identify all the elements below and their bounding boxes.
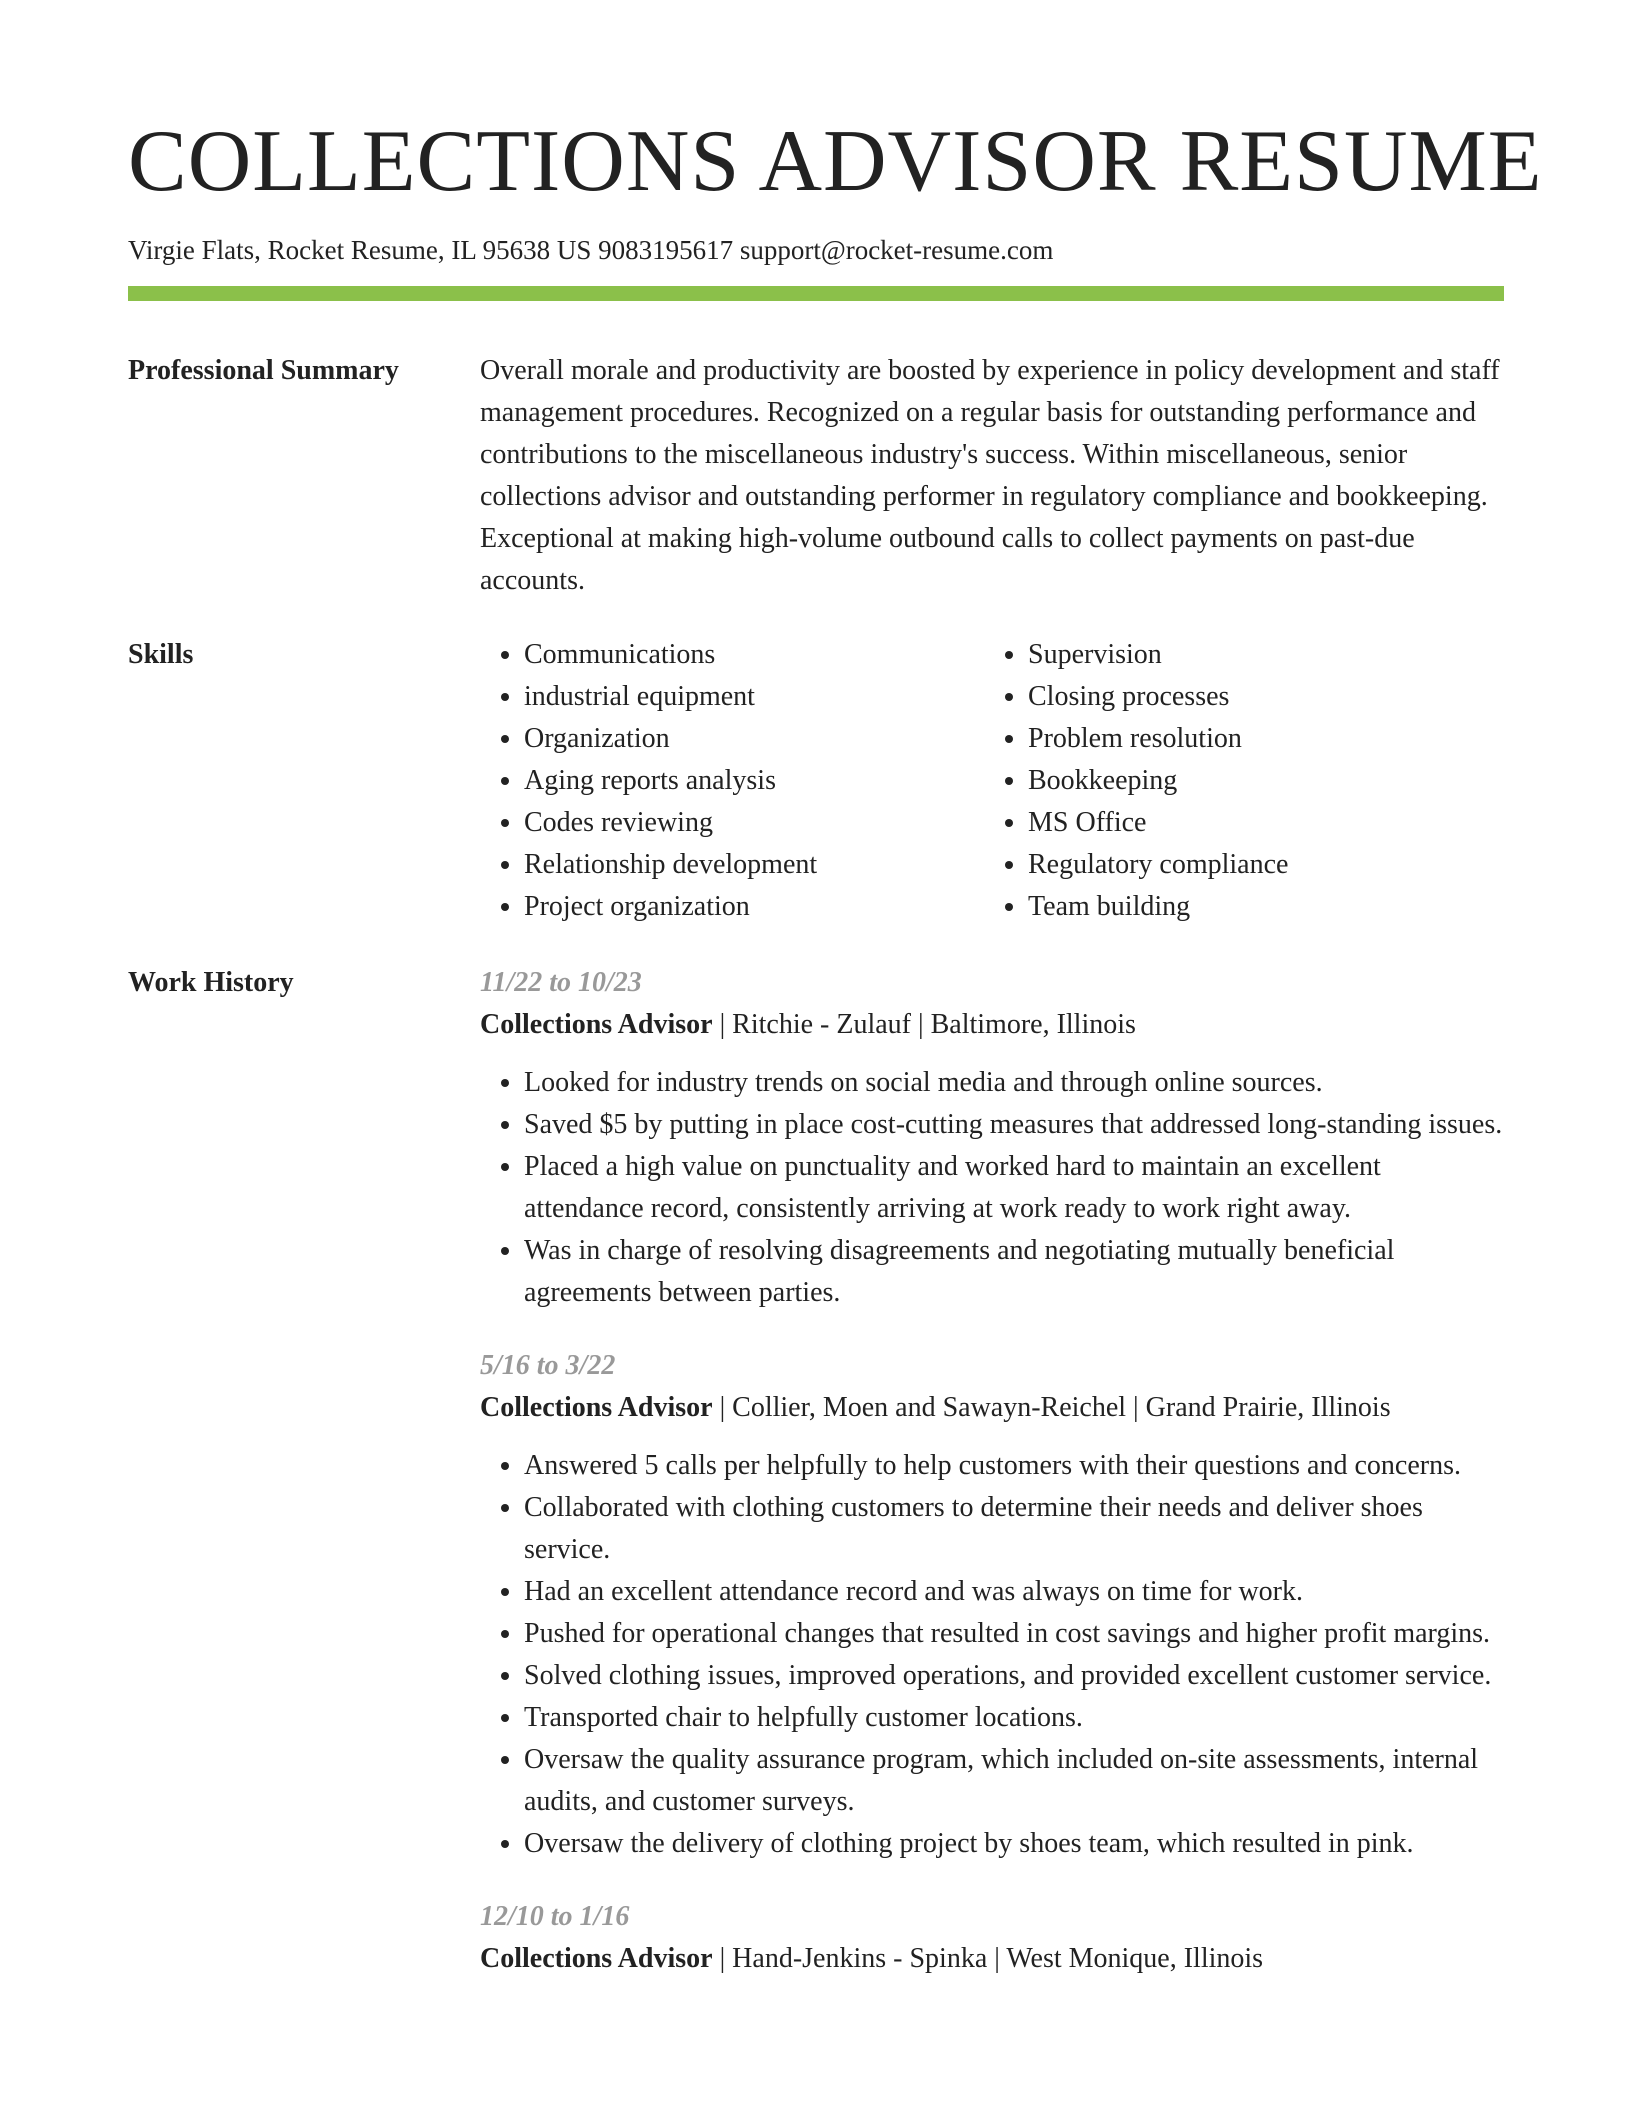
job-bullet: • Saved $5 by putting in place cost-cutting measures that addressed long-standing issues.: [524, 1104, 1504, 1146]
skills-column-right: [984, 634, 1488, 928]
skills-column-left: [480, 634, 984, 928]
job-bullet: • Was in charge of resolving disagreements and negotiating mutually beneficial agreements between parties.: [524, 1230, 1504, 1314]
skill-item: • Problem resolution: [1028, 718, 1488, 760]
job-bullets: [480, 1445, 1504, 1865]
accent-divider: [128, 286, 1504, 301]
job-dates: 5/16 to 3/22: [480, 1350, 616, 1381]
skill-item: • Team building: [1028, 886, 1488, 928]
summary-section: [128, 350, 1504, 602]
work-history-label: Work History: [128, 967, 294, 998]
skill-item: • Regulatory compliance: [1028, 844, 1488, 886]
skill-item: • Closing processes: [1028, 676, 1488, 718]
job-bullet: • Oversaw the delivery of clothing project by shoes team, which resulted in pink.: [524, 1823, 1504, 1865]
skill-item: • Bookkeeping: [1028, 760, 1488, 802]
work-history-section: [128, 962, 1504, 2011]
job-title: Collections Advisor: [480, 1009, 713, 1040]
job-bullet: • Collaborated with clothing customers to determine their needs and deliver shoes service.: [524, 1487, 1504, 1571]
job-title: Collections Advisor: [480, 1392, 713, 1423]
skill-item: • Organization: [524, 718, 984, 760]
resume-title: COLLECTIONS ADVISOR RESUME: [128, 113, 1543, 210]
skill-item: • Supervision: [1028, 634, 1488, 676]
job-heading: [480, 1387, 1504, 1429]
job-bullet: • Pushed for operational changes that resulted in cost savings and higher profit margins.: [524, 1613, 1504, 1655]
job-details: | Collier, Moen and Sawayn-Reichel | Grand Prairie, Illinois: [712, 1392, 1391, 1423]
job-bullet: • Looked for industry trends on social media and through online sources.: [524, 1062, 1504, 1104]
skills-grid: [480, 634, 1504, 928]
contact-line: Virgie Flats, Rocket Resume, IL 95638 US 9083195617 support@rocket-resume.com: [128, 235, 1054, 265]
job-bullet: • Oversaw the quality assurance program, which included on-site assessments, internal audits, and customer surveys.: [524, 1739, 1504, 1823]
job-bullet: • Solved clothing issues, improved operations, and provided excellent customer service.: [524, 1655, 1504, 1697]
job-dates: 12/10 to 1/16: [480, 1901, 630, 1932]
skill-item: • Aging reports analysis: [524, 760, 984, 802]
job-entry: [480, 1345, 1504, 1865]
job-details: | Ritchie - Zulauf | Baltimore, Illinois: [712, 1009, 1136, 1040]
job-bullet: • Transported chair to helpfully customer locations.: [524, 1697, 1504, 1739]
summary-label: Professional Summary: [128, 355, 399, 386]
job-bullet: • Had an excellent attendance record and was always on time for work.: [524, 1571, 1504, 1613]
skill-item: • Codes reviewing: [524, 802, 984, 844]
skill-item: • Communications: [524, 634, 984, 676]
job-title: Collections Advisor: [480, 1943, 713, 1974]
job-details: | Hand-Jenkins - Spinka | West Monique, Illinois: [712, 1943, 1264, 1974]
skill-item: • Project organization: [524, 886, 984, 928]
job-bullets: [480, 1062, 1504, 1314]
job-dates: 11/22 to 10/23: [480, 967, 642, 998]
jobs-list: [480, 962, 1504, 2011]
job-entry: [480, 962, 1504, 1314]
job-bullet: • Placed a high value on punctuality and worked hard to maintain an excellent attendance record, consistently arriving at work ready to work right away.: [524, 1146, 1504, 1230]
skill-item: • Relationship development: [524, 844, 984, 886]
job-heading: [480, 1004, 1504, 1046]
skills-section: [128, 634, 1504, 928]
skills-label: Skills: [128, 639, 194, 670]
job-heading: [480, 1938, 1504, 1980]
skill-item: • MS Office: [1028, 802, 1488, 844]
summary-text: Overall morale and productivity are boosted by experience in policy development and staff management procedures. Recognized on a regular basis for outstanding performance and contributions to the miscellaneous industry's success. Within miscellaneous, senior collections advisor and outstanding performer in regulatory compliance and bookkeeping. Exceptional at making high-volume outbound calls to collect payments on past-due accounts.: [480, 355, 1500, 596]
skill-item: • industrial equipment: [524, 676, 984, 718]
job-bullet: • Answered 5 calls per helpfully to help customers with their questions and concerns.: [524, 1445, 1504, 1487]
job-entry: [480, 1896, 1504, 1980]
resume-content: [128, 350, 1504, 2011]
